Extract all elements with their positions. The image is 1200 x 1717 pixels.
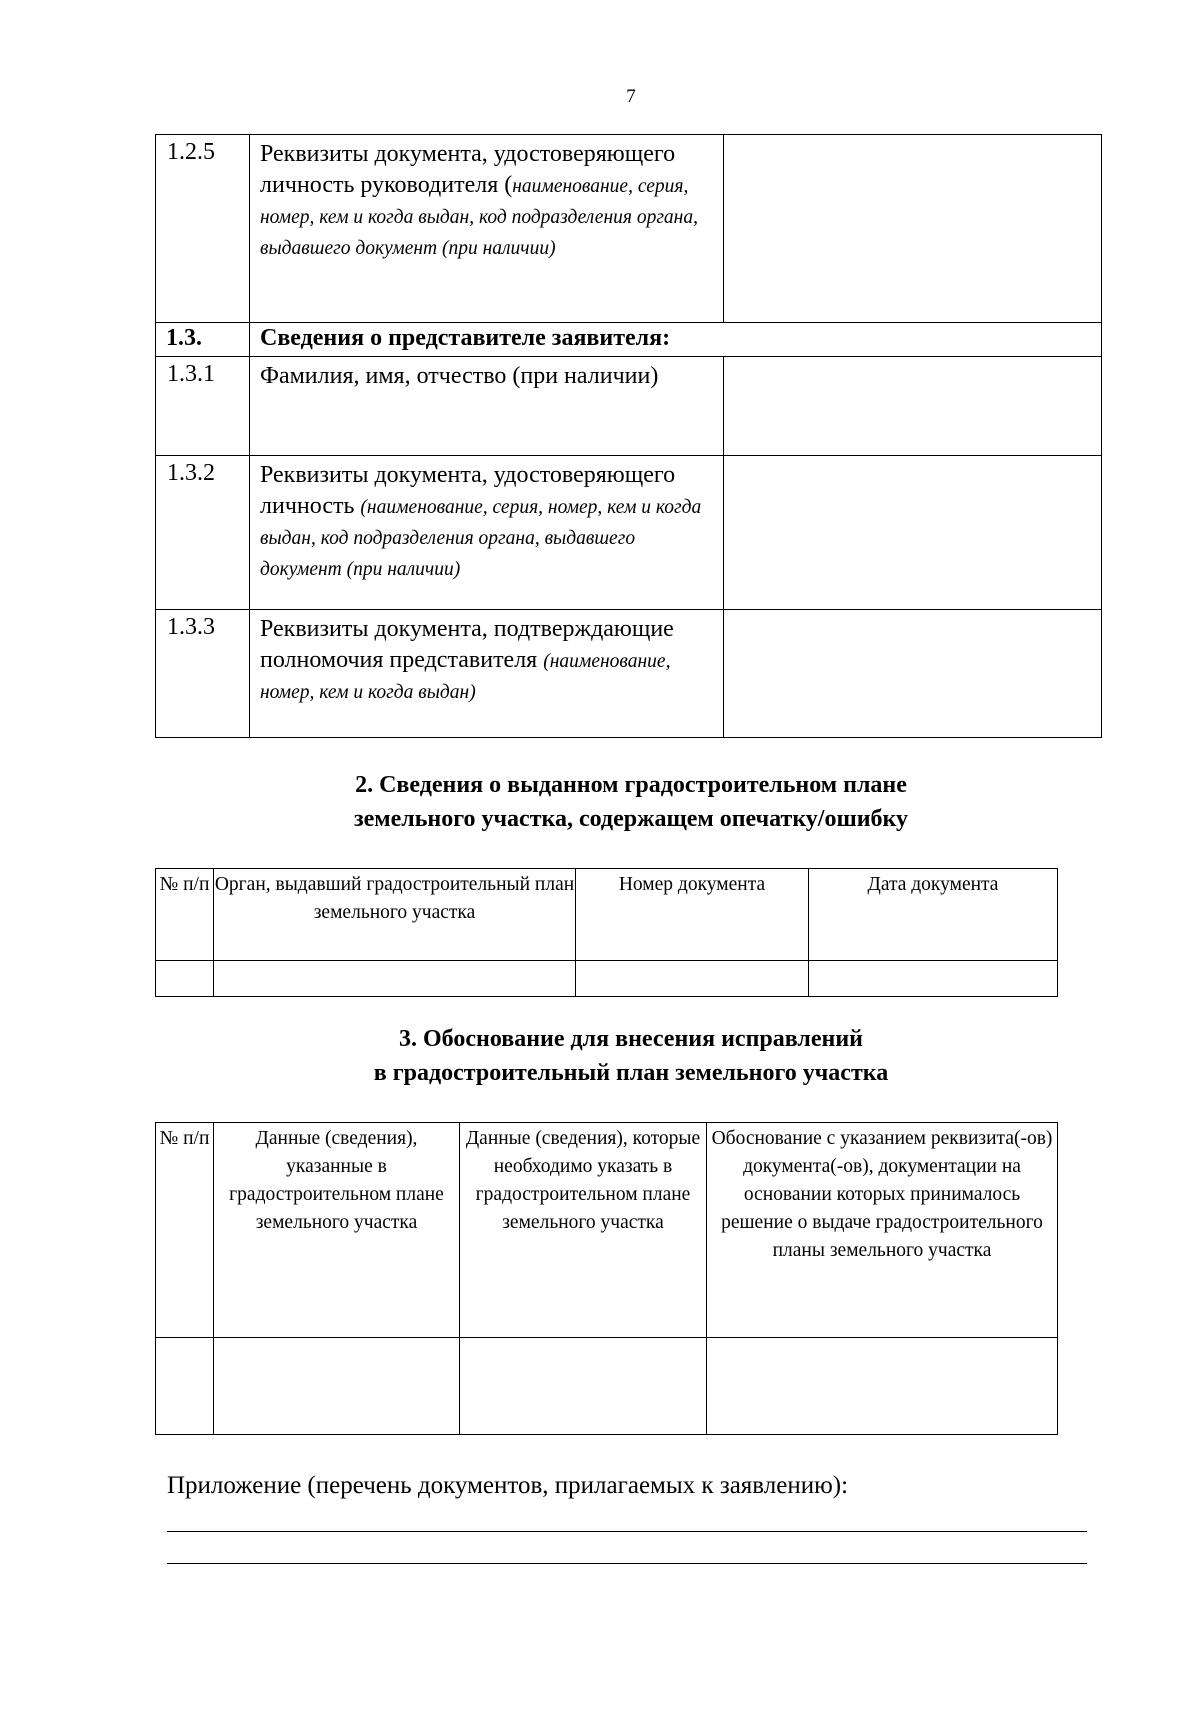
empty-cell[interactable] (156, 1338, 214, 1435)
row-label-text: Фамилия, имя, отчество (при наличии) (260, 363, 659, 389)
header-cell: Обоснование с указанием реквизита(-ов) документа(-ов), документации на основании которых принималось решение о выдаче градостроительного планы земельного участка (707, 1123, 1058, 1338)
section3-title-line2: в градостроительный план земельного участка (373, 1060, 889, 1086)
row-label-text: Реквизиты документа, удостоверяющего личность (260, 462, 676, 519)
table-row (156, 961, 1058, 997)
section-number: 1.3. (156, 323, 250, 357)
empty-cell[interactable] (707, 1338, 1058, 1435)
table-row (156, 610, 1102, 738)
row-label-text: Реквизиты документа, подтверждающие полномочия представителя (260, 616, 674, 673)
header-cell: № п/п (156, 1123, 214, 1338)
section2-title-line1: 2. Сведения о выданном градостроительном плане (355, 772, 907, 798)
empty-cell[interactable] (214, 1338, 460, 1435)
row-value-cell[interactable] (724, 456, 1102, 610)
row-number: 1.2.5 (156, 135, 250, 323)
attachment-fill-line[interactable] (167, 1563, 1087, 1564)
row-label-hint: (наименование, серия, номер, кем и когда выдан, код подразделения органа, выдавшего документ (при наличии) (260, 497, 702, 580)
row-number: 1.3.1 (156, 357, 250, 456)
row-label (250, 357, 724, 456)
row-label-hint: наименование, серия, номер, кем и когда выдан, код подразделения органа, выдавшего документ (при наличии) (260, 176, 698, 259)
row-value-cell[interactable] (724, 610, 1102, 738)
table-row (156, 357, 1102, 456)
section2-title-line2: земельного участка, содержащем опечатку/ошибку (353, 806, 909, 832)
section3-title (0, 1022, 1200, 1090)
table-header-row (156, 869, 1058, 961)
applicant-details-table (155, 134, 1102, 738)
section2-title (0, 768, 1200, 836)
header-cell: Данные (сведения), указанные в градостроительном плане земельного участка (214, 1123, 460, 1338)
row-label (250, 610, 724, 738)
row-label-text: Реквизиты документа, удостоверяющего личность руководителя ( (260, 141, 676, 198)
table-header-row (156, 1123, 1058, 1338)
row-value-cell[interactable] (724, 357, 1102, 456)
empty-cell[interactable] (214, 961, 576, 997)
row-value-cell[interactable] (724, 135, 1102, 323)
empty-cell[interactable] (809, 961, 1058, 997)
table-row (156, 456, 1102, 610)
table-row (156, 135, 1102, 323)
correction-basis-table (155, 1122, 1058, 1435)
header-cell: Дата документа (809, 869, 1058, 961)
page-number: 7 (626, 86, 636, 107)
section3-title-line1: 3. Обоснование для внесения исправлений (399, 1026, 863, 1052)
header-cell: Данные (сведения), которые необходимо указать в градостроительном плане земельного участка (460, 1123, 707, 1338)
row-number: 1.3.3 (156, 610, 250, 738)
table-row (156, 323, 1102, 357)
header-cell: № п/п (156, 869, 214, 961)
row-label-hint: (наименование, номер, кем и когда выдан) (260, 651, 671, 703)
attachment-label: Приложение (перечень документов, прилагаемых к заявлению): (167, 1472, 849, 1499)
header-cell: Номер документа (576, 869, 809, 961)
section-title: Сведения о представителе заявителя: (250, 323, 1102, 357)
attachment-fill-line[interactable] (167, 1531, 1087, 1532)
empty-cell[interactable] (460, 1338, 707, 1435)
header-cell: Орган, выдавший градостроительный план земельного участка (214, 869, 576, 961)
row-number: 1.3.2 (156, 456, 250, 610)
empty-cell[interactable] (576, 961, 809, 997)
table-row (156, 1338, 1058, 1435)
empty-cell[interactable] (156, 961, 214, 997)
row-label (250, 135, 724, 323)
issued-plan-table (155, 868, 1058, 997)
row-label (250, 456, 724, 610)
